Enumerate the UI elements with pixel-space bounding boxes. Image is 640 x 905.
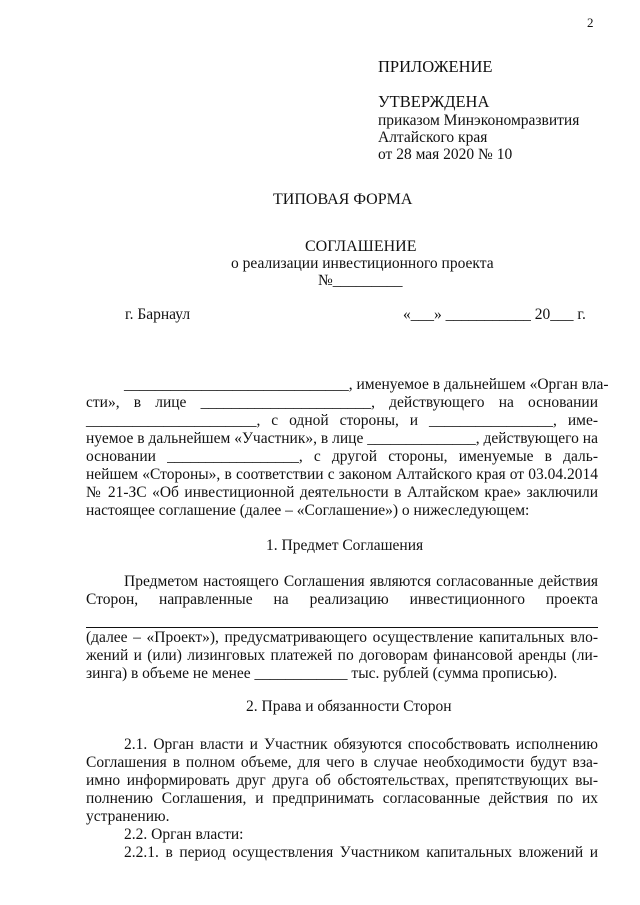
form-type-heading: ТИПОВАЯ ФОРМА [273,191,413,208]
section-2-line: 2.2. Орган власти: [124,826,244,843]
section-1-line: (далее – «Проект»), предусматривающего осуществление капитальных вло- [86,629,598,646]
preamble-line: настоящее соглашение (далее – «Соглашение») о нижеследующем: [86,502,530,519]
preamble-line: № 21-ЗС «Об инвестиционной деятельности в Алтайском крае» заключили [86,484,598,501]
section-1-line: Сторон, направленные на реализацию инвестиционного проекта [86,591,598,608]
city: г. Барнаул [125,306,191,323]
agreement-title: СОГЛАШЕНИЕ [305,238,417,255]
section-2-line: 2.2.1. в период осуществления Участником капитальных вложений и [124,844,598,861]
section-2-line: 2.1. Орган власти и Участник обязуются способствовать исполнению [124,736,598,753]
agreement-date: «___» ___________ 20___ г. [403,306,586,323]
section-2-line: полнению Соглашения, и предпринимать согласованные действия по их [86,790,598,807]
preamble-line: нейшем «Стороны», в соответствии с законом Алтайского края от 03.04.2014 [86,466,598,483]
approval-date: от 28 мая 2020 № 10 [378,146,513,163]
preamble-line: сти», в лице ______________________, действующего на основании [86,394,598,411]
agreement-subtitle: о реализации инвестиционного проекта [231,255,494,272]
agreement-number: №_________ [318,272,403,289]
section-2-heading: 2. Права и обязанности Сторон [246,698,452,715]
approved-label: УТВЕРЖДЕНА [378,92,490,111]
preamble-line: _____________________________, именуемое в дальнейшем «Орган вла- [124,376,609,393]
section-1-line: Предметом настоящего Соглашения являются согласованные действия [124,573,598,590]
preamble-line: основании _________________, с другой стороны, именуемые в даль- [86,448,598,465]
section-1-line: зинга) в объеме не менее ____________ тыс. рублей (сумма прописью). [86,665,558,682]
page-number: 2 [587,15,594,30]
section-1-heading: 1. Предмет Соглашения [266,537,424,554]
section-2-line: Соглашения в полном объеме, для чего в случае необходимости будут вза- [86,754,598,771]
section-2-line: имно информировать друг друга об обстоятельствах, препятствующих вы- [86,772,598,789]
section-2-line: устранению. [86,808,170,825]
preamble-line: ______________________, с одной стороны, и ________________, име- [86,412,598,429]
approval-order: приказом Минэкономразвития [378,112,580,129]
appendix-label: ПРИЛОЖЕНИЕ [378,57,493,76]
section-1-line: жений и (или) лизинговых платежей по договорам финансовой аренды (ли- [86,647,598,664]
preamble-line: нуемое в дальнейшем «Участник», в лице ______________, действующего на [86,430,598,447]
approval-region: Алтайского края [378,129,488,146]
project-name-blank [86,627,598,628]
